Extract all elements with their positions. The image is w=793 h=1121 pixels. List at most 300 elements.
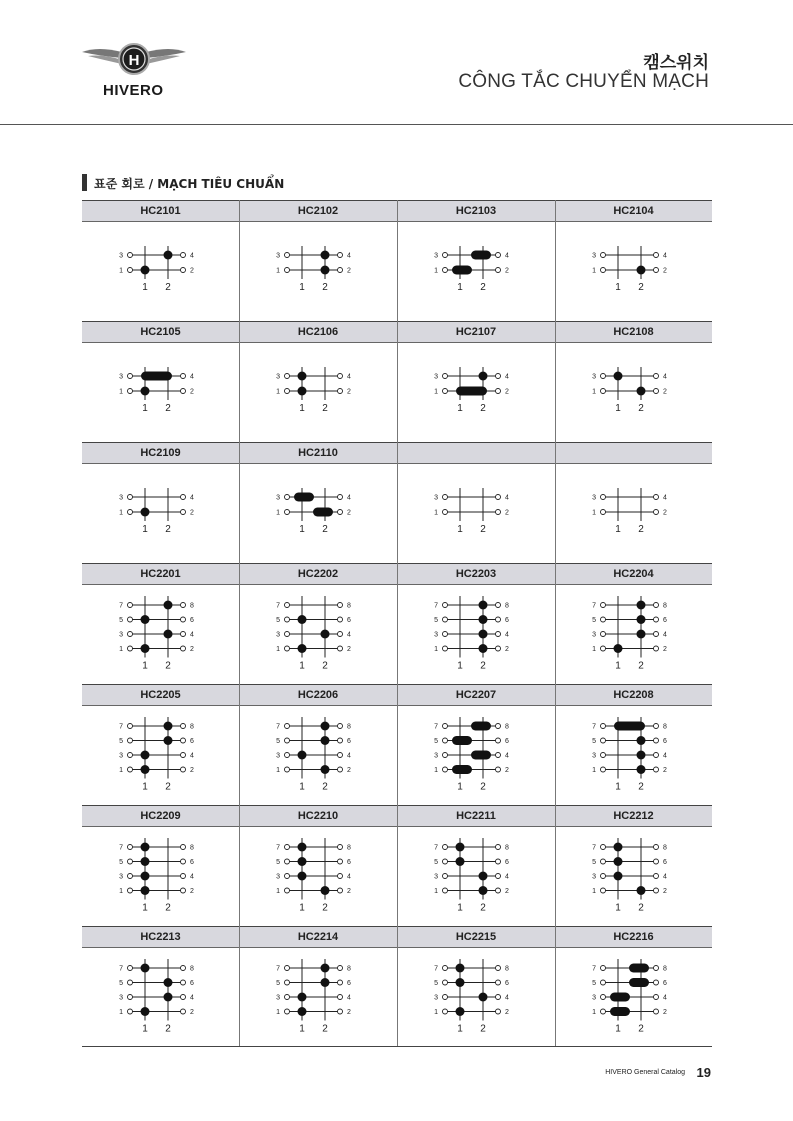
closed-contact-bar [141, 372, 172, 381]
circuit-diagram [239, 222, 397, 321]
terminal-circle [601, 888, 606, 893]
circuit-name [555, 442, 712, 464]
circuit-cell [397, 200, 555, 321]
terminal-circle [181, 510, 186, 515]
circuit-name: HC2201 [82, 563, 239, 585]
terminal-label: 2 [190, 767, 194, 774]
terminal-circle [338, 374, 343, 379]
terminal-circle [181, 966, 186, 971]
closed-contact-dot [479, 886, 488, 895]
terminal-circle [128, 738, 133, 743]
position-label: 1 [299, 403, 305, 414]
terminal-label: 2 [663, 1009, 667, 1016]
terminal-circle [128, 724, 133, 729]
terminal-label: 3 [119, 631, 123, 639]
terminal-circle [338, 888, 343, 893]
circuit-name: HC2108 [555, 321, 712, 343]
terminal-circle [285, 374, 290, 379]
terminal-label: 7 [276, 844, 280, 852]
closed-contact-dot [614, 857, 623, 866]
terminal-circle [496, 966, 501, 971]
terminal-label: 3 [592, 994, 596, 1002]
circuit-cell [239, 684, 397, 805]
circuit-name: HC2110 [239, 442, 397, 464]
terminal-label: 3 [592, 873, 596, 881]
terminal-circle [338, 268, 343, 273]
terminal-label: 4 [347, 994, 351, 1002]
terminal-label: 2 [663, 509, 667, 517]
terminal-circle [443, 859, 448, 864]
terminal-label: 3 [434, 631, 438, 639]
circuit-grid [82, 200, 712, 1047]
circuit-name: HC2109 [82, 442, 239, 464]
circuit-cell [82, 200, 239, 321]
terminal-circle [128, 859, 133, 864]
circuit-diagram [555, 827, 712, 926]
terminal-label: 3 [434, 994, 438, 1002]
closed-contact-bar [456, 387, 487, 396]
terminal-circle [654, 617, 659, 622]
terminal-circle [285, 632, 290, 637]
terminal-label: 8 [347, 723, 351, 731]
terminal-circle [443, 1009, 448, 1014]
circuit-diagram [82, 343, 239, 442]
terminal-circle [601, 632, 606, 637]
terminal-label: 3 [119, 373, 123, 381]
terminal-label: 4 [505, 373, 509, 381]
terminal-label: 6 [505, 980, 509, 987]
closed-contact-dot [479, 644, 488, 653]
terminal-circle [496, 603, 501, 608]
terminal-label: 5 [592, 980, 596, 987]
terminal-label: 1 [592, 509, 596, 517]
position-label: 2 [322, 1023, 328, 1035]
terminal-circle [443, 874, 448, 879]
circuit-name: HC2213 [82, 926, 239, 948]
terminal-label: 5 [434, 859, 438, 866]
terminal-label: 7 [119, 965, 123, 973]
terminal-circle [338, 603, 343, 608]
circuit-name: HC2206 [239, 684, 397, 706]
closed-contact-dot [637, 387, 646, 396]
terminal-label: 4 [190, 873, 194, 881]
terminal-label: 5 [592, 859, 596, 866]
terminal-label: 4 [347, 873, 351, 881]
position-label: 2 [480, 781, 486, 793]
terminal-circle [128, 510, 133, 515]
circuit-name: HC2103 [397, 200, 555, 222]
closed-contact-dot [141, 872, 150, 881]
closed-contact-dot [141, 266, 150, 275]
terminal-circle [601, 738, 606, 743]
terminal-label: 8 [190, 723, 194, 731]
terminal-circle [496, 859, 501, 864]
terminal-label: 6 [505, 617, 509, 624]
circuit-cell [82, 805, 239, 926]
terminal-circle [654, 374, 659, 379]
terminal-circle [128, 767, 133, 772]
position-label: 1 [457, 524, 463, 535]
terminal-label: 4 [663, 631, 667, 639]
circuit-cell [397, 805, 555, 926]
terminal-label: 4 [505, 752, 509, 760]
terminal-circle [181, 724, 186, 729]
circuit-cell [555, 442, 712, 563]
terminal-label: 4 [190, 752, 194, 760]
circuit-name: HC2105 [82, 321, 239, 343]
terminal-circle [338, 389, 343, 394]
terminal-label: 4 [663, 494, 667, 502]
terminal-label: 2 [663, 267, 667, 275]
terminal-label: 3 [592, 494, 596, 502]
circuit-cell [397, 926, 555, 1047]
terminal-circle [601, 510, 606, 515]
circuit-diagram [397, 464, 555, 563]
closed-contact-dot [298, 644, 307, 653]
position-label: 1 [299, 660, 305, 672]
terminal-circle [285, 845, 290, 850]
terminal-circle [496, 632, 501, 637]
terminal-label: 7 [119, 844, 123, 852]
terminal-label: 8 [505, 723, 509, 731]
terminal-circle [285, 268, 290, 273]
circuit-diagram [82, 706, 239, 805]
closed-contact-dot [614, 372, 623, 381]
closed-contact-dot [479, 372, 488, 381]
terminal-label: 3 [276, 373, 280, 381]
terminal-label: 4 [505, 494, 509, 502]
section-marker [82, 174, 87, 191]
terminal-circle [654, 767, 659, 772]
position-label: 1 [457, 902, 463, 914]
terminal-label: 3 [276, 873, 280, 881]
terminal-circle [181, 268, 186, 273]
terminal-label: 1 [434, 646, 438, 653]
position-label: 2 [638, 660, 644, 672]
circuit-diagram [397, 343, 555, 442]
terminal-label: 1 [276, 646, 280, 653]
terminal-label: 7 [592, 844, 596, 852]
terminal-label: 8 [347, 602, 351, 610]
terminal-circle [654, 1009, 659, 1014]
circuit-diagram [397, 585, 555, 684]
terminal-circle [338, 966, 343, 971]
terminal-circle [601, 753, 606, 758]
terminal-label: 2 [190, 646, 194, 653]
terminal-label: 3 [119, 252, 123, 260]
position-label: 1 [299, 902, 305, 914]
circuit-diagram [239, 948, 397, 1047]
terminal-label: 3 [434, 373, 438, 381]
circuit-diagram [239, 706, 397, 805]
position-label: 1 [615, 781, 621, 793]
terminal-circle [601, 767, 606, 772]
terminal-circle [181, 617, 186, 622]
terminal-circle [285, 980, 290, 985]
terminal-label: 8 [663, 844, 667, 852]
terminal-label: 2 [347, 888, 351, 895]
terminal-circle [601, 1009, 606, 1014]
terminal-label: 4 [190, 994, 194, 1002]
terminal-circle [181, 253, 186, 258]
terminal-circle [654, 888, 659, 893]
closed-contact-dot [141, 964, 150, 973]
position-label: 1 [142, 282, 148, 293]
terminal-label: 2 [190, 388, 194, 396]
circuit-name: HC2204 [555, 563, 712, 585]
circuit-diagram [397, 827, 555, 926]
circuit-cell [82, 442, 239, 563]
terminal-circle [181, 632, 186, 637]
terminal-label: 6 [347, 980, 351, 987]
terminal-circle [443, 845, 448, 850]
terminal-label: 2 [190, 888, 194, 895]
terminal-label: 2 [347, 767, 351, 774]
circuit-diagram [397, 222, 555, 321]
terminal-circle [285, 1009, 290, 1014]
closed-contact-bar [452, 736, 472, 745]
position-label: 1 [615, 403, 621, 414]
terminal-label: 1 [276, 509, 280, 517]
terminal-circle [443, 617, 448, 622]
terminal-label: 6 [347, 738, 351, 745]
terminal-label: 2 [347, 388, 351, 396]
terminal-label: 4 [347, 631, 351, 639]
circuit-cell [239, 200, 397, 321]
terminal-label: 1 [592, 267, 596, 275]
closed-contact-dot [456, 843, 465, 852]
terminal-label: 6 [663, 859, 667, 866]
terminal-label: 7 [592, 602, 596, 610]
circuit-cell [555, 684, 712, 805]
terminal-label: 4 [190, 252, 194, 260]
terminal-circle [338, 859, 343, 864]
terminal-label: 1 [434, 267, 438, 275]
circuit-diagram [239, 585, 397, 684]
closed-contact-dot [164, 630, 173, 639]
terminal-label: 2 [190, 267, 194, 275]
terminal-label: 6 [505, 738, 509, 745]
circuit-cell [397, 442, 555, 563]
terminal-circle [285, 767, 290, 772]
terminal-circle [128, 753, 133, 758]
closed-contact-dot [637, 751, 646, 760]
terminal-circle [601, 995, 606, 1000]
page-number: 19 [696, 1065, 711, 1080]
terminal-circle [181, 888, 186, 893]
terminal-label: 8 [505, 602, 509, 610]
closed-contact-dot [637, 765, 646, 774]
terminal-circle [654, 253, 659, 258]
terminal-label: 3 [276, 494, 280, 502]
terminal-circle [338, 874, 343, 879]
terminal-circle [338, 632, 343, 637]
position-label: 1 [457, 282, 463, 293]
position-label: 2 [322, 524, 328, 535]
terminal-label: 6 [505, 859, 509, 866]
terminal-circle [443, 510, 448, 515]
circuit-diagram [555, 464, 712, 563]
terminal-circle [601, 617, 606, 622]
terminal-label: 4 [347, 752, 351, 760]
closed-contact-dot [321, 266, 330, 275]
circuit-name: HC2106 [239, 321, 397, 343]
circuit-cell [82, 926, 239, 1047]
position-label: 2 [480, 902, 486, 914]
position-label: 2 [322, 781, 328, 793]
closed-contact-dot [141, 644, 150, 653]
terminal-circle [443, 724, 448, 729]
closed-contact-dot [298, 872, 307, 881]
circuit-diagram [82, 222, 239, 321]
position-label: 2 [165, 1023, 171, 1035]
closed-contact-dot [637, 630, 646, 639]
circuit-diagram [239, 464, 397, 563]
terminal-label: 2 [505, 509, 509, 517]
terminal-label: 1 [119, 767, 123, 774]
position-label: 1 [299, 524, 305, 535]
terminal-label: 1 [434, 1009, 438, 1016]
closed-contact-dot [637, 266, 646, 275]
position-label: 1 [299, 282, 305, 293]
terminal-label: 3 [592, 252, 596, 260]
svg-text:H: H [128, 52, 140, 69]
circuit-diagram [555, 948, 712, 1047]
position-label: 2 [165, 524, 171, 535]
terminal-circle [285, 859, 290, 864]
terminal-circle [601, 724, 606, 729]
terminal-circle [443, 632, 448, 637]
terminal-circle [285, 389, 290, 394]
circuit-name [397, 442, 555, 464]
terminal-label: 1 [119, 509, 123, 517]
terminal-circle [443, 253, 448, 258]
terminal-label: 3 [434, 252, 438, 260]
terminal-circle [496, 874, 501, 879]
terminal-circle [443, 888, 448, 893]
circuit-name: HC2211 [397, 805, 555, 827]
terminal-label: 7 [119, 602, 123, 610]
terminal-label: 6 [663, 617, 667, 624]
terminal-label: 5 [119, 980, 123, 987]
terminal-circle [496, 995, 501, 1000]
position-label: 1 [615, 1023, 621, 1035]
position-label: 2 [638, 524, 644, 535]
closed-contact-dot [141, 857, 150, 866]
terminal-label: 3 [119, 873, 123, 881]
terminal-circle [654, 724, 659, 729]
terminal-label: 7 [434, 965, 438, 973]
terminal-label: 1 [592, 888, 596, 895]
terminal-label: 7 [276, 723, 280, 731]
terminal-label: 8 [347, 965, 351, 973]
circuit-diagram [82, 827, 239, 926]
terminal-circle [496, 389, 501, 394]
terminal-label: 5 [592, 617, 596, 624]
position-label: 2 [480, 660, 486, 672]
circuit-name: HC2208 [555, 684, 712, 706]
terminal-circle [654, 268, 659, 273]
terminal-circle [443, 268, 448, 273]
terminal-label: 5 [119, 859, 123, 866]
position-label: 2 [165, 902, 171, 914]
terminal-circle [338, 495, 343, 500]
terminal-label: 2 [505, 267, 509, 275]
terminal-label: 4 [505, 873, 509, 881]
terminal-label: 6 [347, 617, 351, 624]
terminal-circle [181, 603, 186, 608]
closed-contact-dot [164, 722, 173, 731]
terminal-circle [285, 646, 290, 651]
closed-contact-bar [452, 765, 472, 774]
terminal-label: 1 [276, 388, 280, 396]
closed-contact-dot [479, 993, 488, 1002]
terminal-label: 2 [663, 888, 667, 895]
circuit-diagram [555, 343, 712, 442]
circuit-diagram [555, 585, 712, 684]
closed-contact-dot [321, 765, 330, 774]
closed-contact-dot [164, 993, 173, 1002]
terminal-label: 4 [663, 252, 667, 260]
closed-contact-dot [298, 372, 307, 381]
closed-contact-dot [321, 886, 330, 895]
closed-contact-dot [298, 615, 307, 624]
terminal-circle [496, 374, 501, 379]
terminal-circle [128, 374, 133, 379]
circuit-diagram [82, 464, 239, 563]
position-label: 1 [142, 660, 148, 672]
circuit-cell [239, 926, 397, 1047]
terminal-label: 4 [347, 494, 351, 502]
terminal-label: 5 [434, 617, 438, 624]
terminal-circle [443, 646, 448, 651]
closed-contact-dot [164, 736, 173, 745]
terminal-label: 5 [119, 617, 123, 624]
terminal-circle [128, 966, 133, 971]
circuit-name: HC2102 [239, 200, 397, 222]
terminal-label: 5 [434, 738, 438, 745]
circuit-cell [239, 321, 397, 442]
terminal-circle [601, 374, 606, 379]
circuit-name: HC2202 [239, 563, 397, 585]
terminal-label: 7 [434, 844, 438, 852]
terminal-label: 8 [190, 844, 194, 852]
terminal-circle [601, 495, 606, 500]
terminal-label: 6 [190, 738, 194, 745]
closed-contact-dot [321, 251, 330, 260]
position-label: 2 [480, 403, 486, 414]
terminal-circle [181, 374, 186, 379]
closed-contact-dot [321, 978, 330, 987]
terminal-circle [285, 724, 290, 729]
terminal-label: 5 [276, 980, 280, 987]
closed-contact-dot [141, 751, 150, 760]
terminal-label: 3 [434, 494, 438, 502]
terminal-circle [496, 253, 501, 258]
closed-contact-bar [471, 751, 491, 760]
terminal-label: 5 [592, 738, 596, 745]
terminal-circle [654, 646, 659, 651]
terminal-circle [654, 874, 659, 879]
terminal-circle [338, 510, 343, 515]
terminal-circle [338, 767, 343, 772]
position-label: 1 [457, 660, 463, 672]
terminal-label: 2 [663, 646, 667, 653]
terminal-circle [443, 389, 448, 394]
closed-contact-dot [456, 978, 465, 987]
terminal-label: 4 [663, 873, 667, 881]
closed-contact-bar [452, 266, 472, 275]
